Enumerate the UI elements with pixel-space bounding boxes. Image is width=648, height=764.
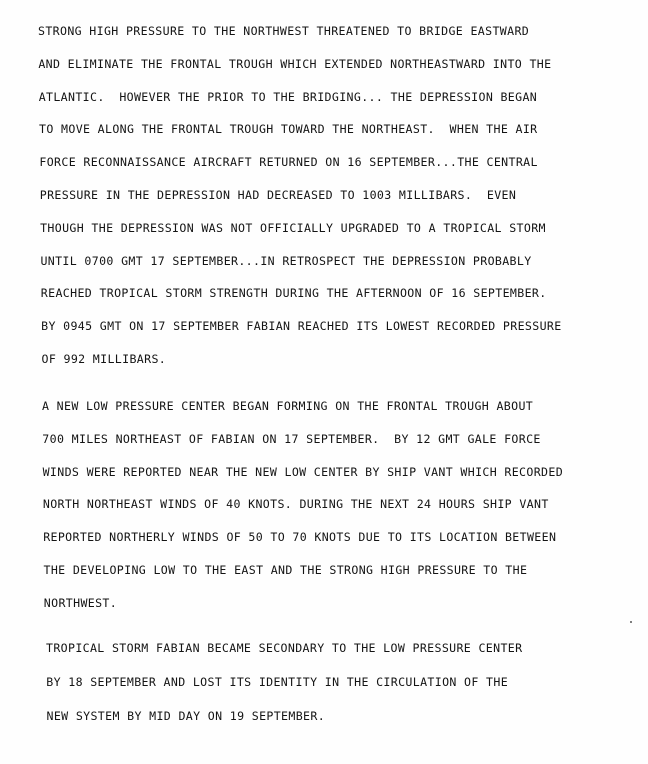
paragraph-2-line: 700 MILES NORTHEAST OF FABIAN ON 17 SEPTEMBER. BY 12 GMT GALE FORCE xyxy=(42,431,541,446)
paragraph-1-line: AND ELIMINATE THE FRONTAL TROUGH WHICH EXTENDED NORTHEASTWARD INTO THE xyxy=(38,56,552,71)
paragraph-2-line: REPORTED NORTHERLY WINDS OF 50 TO 70 KNOTS DUE TO ITS LOCATION BETWEEN xyxy=(43,530,557,545)
paragraph-1-line: THOUGH THE DEPRESSION WAS NOT OFFICIALLY UPGRADED TO A TROPICAL STORM xyxy=(40,220,546,235)
paragraph-2-line: THE DEVELOPING LOW TO THE EAST AND THE STRONG HIGH PRESSURE TO THE xyxy=(43,563,528,577)
paragraph-1-line: ATLANTIC. HOWEVER THE PRIOR TO THE BRIDGING... THE DEPRESSION BEGAN xyxy=(38,89,538,104)
scan-speck xyxy=(630,621,632,623)
paragraph-3-line: TROPICAL STORM FABIAN BECAME SECONDARY TO THE LOW PRESSURE CENTER xyxy=(46,641,523,655)
paragraph-2-line: NORTHWEST. xyxy=(43,595,118,610)
paragraph-1-line: PRESSURE IN THE DEPRESSION HAD DECREASED TO 1003 MILLIBARS. EVEN xyxy=(39,188,517,202)
paragraph-1-line: BY 0945 GMT ON 17 SEPTEMBER FABIAN REACHED ITS LOWEST RECORDED PRESSURE xyxy=(41,319,562,334)
paragraph-3-line: BY 18 SEPTEMBER AND LOST ITS IDENTITY IN THE CIRCULATION OF THE xyxy=(46,675,509,690)
paragraph-1-line: TO MOVE ALONG THE FRONTAL TROUGH TOWARD THE NORTHEAST. WHEN THE AIR xyxy=(39,122,538,137)
paragraph-2-line: NORTH NORTHEAST WINDS OF 40 KNOTS. DURING THE NEXT 24 HOURS SHIP VANT xyxy=(42,497,549,512)
paragraph-2-line: A NEW LOW PRESSURE CENTER BEGAN FORMING ON THE FRONTAL TROUGH ABOUT xyxy=(42,399,534,413)
paragraph-1-line: REACHED TROPICAL STORM STRENGTH DURING THE AFTERNOON OF 16 SEPTEMBER. xyxy=(40,286,547,301)
paragraph-1-line: FORCE RECONNAISSANCE AIRCRAFT RETURNED ON 16 SEPTEMBER...THE CENTRAL xyxy=(39,155,538,170)
paragraph-1-line: OF 992 MILLIBARS. xyxy=(41,352,167,366)
paragraph-3-line: NEW SYSTEM BY MID DAY ON 19 SEPTEMBER. xyxy=(46,709,326,724)
paragraph-2-line: WINDS WERE REPORTED NEAR THE NEW LOW CENTER BY SHIP VANT WHICH RECORDED xyxy=(42,464,564,479)
paragraph-1-line: STRONG HIGH PRESSURE TO THE NORTHWEST THREATENED TO BRIDGE EASTWARD xyxy=(38,24,530,38)
paragraph-1-line: UNTIL 0700 GMT 17 SEPTEMBER...IN RETROSPECT THE DEPRESSION PROBABLY xyxy=(40,253,532,268)
